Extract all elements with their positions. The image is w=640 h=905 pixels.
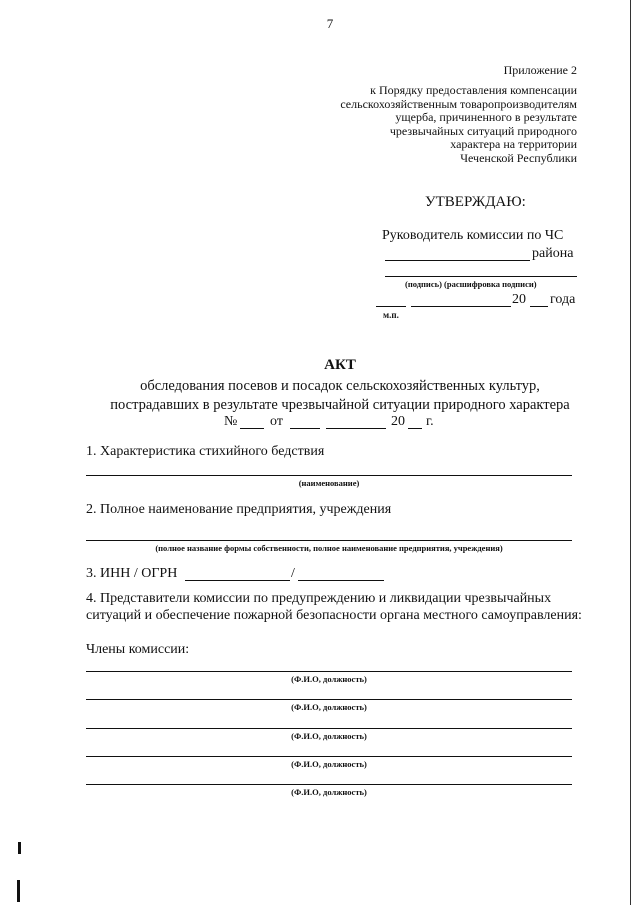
approval-role: Руководитель комиссии по ЧС <box>382 228 564 243</box>
section-1-label: 1. Характеристика стихийного бедствия <box>86 444 325 459</box>
act-title: АКТ <box>324 357 356 373</box>
act-number-label: № <box>224 414 238 429</box>
members-label: Члены комиссии: <box>86 642 190 657</box>
district-field[interactable] <box>385 260 530 261</box>
approval-month-field[interactable] <box>411 306 511 307</box>
member-field-1[interactable] <box>86 671 572 672</box>
appendix-line-6: Чеченской Республики <box>460 150 577 165</box>
act-subtitle-1: обследования посевов и посадок сельскохозяйственных культур, <box>140 378 540 394</box>
disaster-field[interactable] <box>86 475 572 476</box>
scan-mark <box>17 880 20 902</box>
signature-field[interactable] <box>385 276 577 277</box>
page-edge <box>630 0 631 905</box>
member-field-5[interactable] <box>86 784 572 785</box>
district-label: района <box>532 246 574 261</box>
member-caption-2: (Ф.И.О, должность) <box>291 702 367 712</box>
approval-heading: УТВЕРЖДАЮ: <box>425 194 526 210</box>
appendix-line-1: к Порядку предоставления компенсации <box>370 83 577 97</box>
member-field-4[interactable] <box>86 756 572 757</box>
approval-year-suffix: года <box>550 292 576 307</box>
ogrn-field[interactable] <box>298 580 384 581</box>
act-day-field[interactable] <box>290 428 320 429</box>
appendix-title: Приложение 2 <box>503 63 577 77</box>
appendix-line-5: характера на территории <box>450 137 577 151</box>
member-caption-3: (Ф.И.О, должность) <box>291 731 367 741</box>
act-year-prefix: 20 <box>391 414 405 429</box>
enterprise-field[interactable] <box>86 540 572 541</box>
appendix-line-3: ущерба, причиненного в результате <box>395 110 577 124</box>
act-month-field[interactable] <box>326 428 386 429</box>
approval-year-prefix: 20 <box>512 292 526 307</box>
appendix-line-4: чрезвычайных ситуаций природного <box>389 123 577 138</box>
member-caption-4: (Ф.И.О, должность) <box>291 759 367 769</box>
act-subtitle-2: пострадавших в результате чрезвычайной ситуации природного характера <box>110 397 570 413</box>
section-4-line-1: 4. Представители комиссии по предупреждению и ликвидации чрезвычайных <box>86 591 552 606</box>
act-from-label: от <box>270 414 283 429</box>
approval-year-field[interactable] <box>530 306 548 307</box>
inn-field[interactable] <box>185 580 290 581</box>
section-1-caption: (наименование) <box>298 478 360 488</box>
act-year-suffix: г. <box>426 414 434 429</box>
section-3-label: 3. ИНН / ОГРН <box>86 566 178 581</box>
member-field-2[interactable] <box>86 699 572 700</box>
approval-day-field[interactable] <box>376 306 406 307</box>
section-4-line-2: ситуаций и обеспечение пожарной безопасности органа местного самоуправления: <box>86 608 582 623</box>
act-number-field[interactable] <box>240 428 264 429</box>
page-number: 7 <box>326 16 334 31</box>
scan-mark <box>18 842 21 854</box>
seal-label: м.п. <box>383 310 399 320</box>
act-year-field[interactable] <box>408 428 422 429</box>
appendix-line-2: сельскохозяйственным товаропроизводителям <box>340 96 577 111</box>
member-field-3[interactable] <box>86 728 572 729</box>
section-2-label: 2. Полное наименование предприятия, учреждения <box>86 502 392 517</box>
member-caption-1: (Ф.И.О, должность) <box>291 674 367 684</box>
member-caption-5: (Ф.И.О, должность) <box>291 787 367 797</box>
inn-ogrn-separator: / <box>291 566 295 581</box>
section-2-caption: (полное название формы собственности, полное наименование предприятия, учреждения) <box>155 543 503 553</box>
signature-caption: (подпись) (расшифровка подписи) <box>405 279 537 289</box>
